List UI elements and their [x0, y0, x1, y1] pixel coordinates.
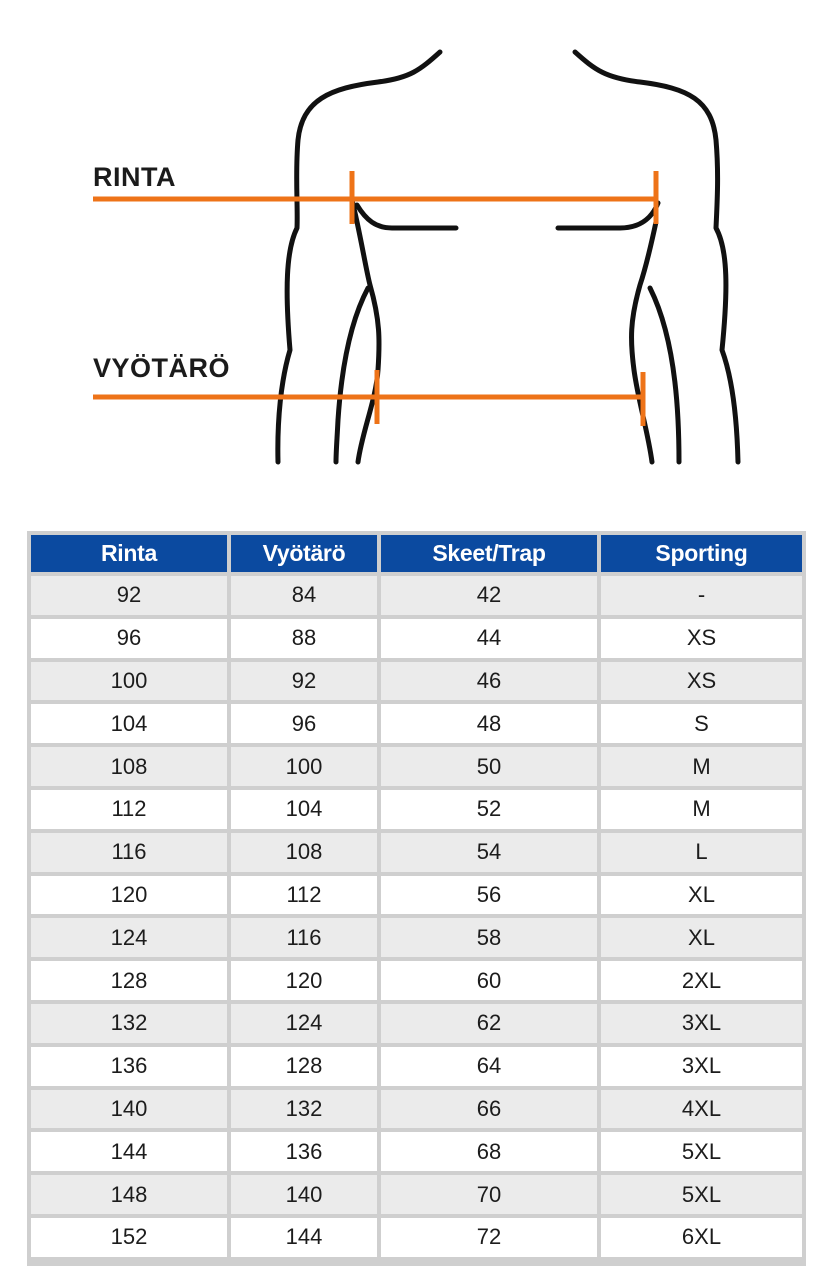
table-header-row	[31, 535, 802, 572]
cell-chest: 96	[31, 619, 227, 658]
left-arm-outline	[278, 52, 440, 462]
table-row	[31, 876, 802, 915]
cell-waist: 140	[231, 1175, 377, 1214]
cell-skeet-trap: 60	[381, 961, 597, 1000]
cell-waist: 88	[231, 619, 377, 658]
cell-waist: 108	[231, 833, 377, 872]
cell-waist: 92	[231, 662, 377, 701]
cell-skeet-trap: 50	[381, 747, 597, 786]
cell-waist: 116	[231, 918, 377, 957]
table-row	[31, 918, 802, 957]
cell-skeet-trap: 66	[381, 1090, 597, 1129]
header-chest: Rinta	[31, 535, 227, 572]
cell-skeet-trap: 64	[381, 1047, 597, 1086]
table-row	[31, 662, 802, 701]
table-row	[31, 1218, 802, 1257]
size-table	[27, 531, 806, 1261]
cell-waist: 112	[231, 876, 377, 915]
header-waist: Vyötärö	[231, 535, 377, 572]
cell-chest: 120	[31, 876, 227, 915]
cell-sporting: 3XL	[601, 1047, 802, 1086]
measurement-figure	[0, 0, 833, 500]
cell-chest: 104	[31, 704, 227, 743]
right-inner-arm-outline	[650, 288, 679, 462]
cell-chest: 116	[31, 833, 227, 872]
cell-waist: 120	[231, 961, 377, 1000]
size-table-container	[27, 531, 806, 1266]
cell-sporting: -	[601, 576, 802, 615]
cell-skeet-trap: 62	[381, 1004, 597, 1043]
cell-waist: 96	[231, 704, 377, 743]
waist-label: VYÖTÄRÖ	[93, 353, 231, 383]
cell-sporting: 5XL	[601, 1132, 802, 1171]
cell-sporting: S	[601, 704, 802, 743]
table-row	[31, 1132, 802, 1171]
cell-sporting: L	[601, 833, 802, 872]
cell-chest: 140	[31, 1090, 227, 1129]
right-chest-outline	[558, 203, 658, 228]
cell-chest: 128	[31, 961, 227, 1000]
header-sporting: Sporting	[601, 535, 802, 572]
table-row	[31, 1047, 802, 1086]
table-row	[31, 1175, 802, 1214]
cell-skeet-trap: 72	[381, 1218, 597, 1257]
cell-skeet-trap: 44	[381, 619, 597, 658]
table-row	[31, 1090, 802, 1129]
table-row	[31, 961, 802, 1000]
torso-diagram	[0, 0, 833, 500]
cell-sporting: XS	[601, 619, 802, 658]
cell-sporting: XS	[601, 662, 802, 701]
table-row	[31, 1004, 802, 1043]
cell-skeet-trap: 70	[381, 1175, 597, 1214]
cell-sporting: XL	[601, 876, 802, 915]
cell-chest: 152	[31, 1218, 227, 1257]
cell-waist: 84	[231, 576, 377, 615]
cell-waist: 136	[231, 1132, 377, 1171]
cell-waist: 104	[231, 790, 377, 829]
cell-sporting: XL	[601, 918, 802, 957]
table-body	[31, 576, 802, 1257]
table-row	[31, 790, 802, 829]
cell-chest: 144	[31, 1132, 227, 1171]
table-row	[31, 619, 802, 658]
cell-skeet-trap: 68	[381, 1132, 597, 1171]
cell-skeet-trap: 46	[381, 662, 597, 701]
cell-chest: 108	[31, 747, 227, 786]
cell-chest: 92	[31, 576, 227, 615]
cell-skeet-trap: 56	[381, 876, 597, 915]
cell-sporting: M	[601, 790, 802, 829]
cell-skeet-trap: 54	[381, 833, 597, 872]
cell-skeet-trap: 48	[381, 704, 597, 743]
cell-sporting: 6XL	[601, 1218, 802, 1257]
table-row	[31, 747, 802, 786]
cell-chest: 148	[31, 1175, 227, 1214]
cell-chest: 136	[31, 1047, 227, 1086]
chest-label: RINTA	[93, 162, 176, 192]
cell-chest: 124	[31, 918, 227, 957]
cell-chest: 100	[31, 662, 227, 701]
table-row	[31, 833, 802, 872]
cell-sporting: 2XL	[601, 961, 802, 1000]
cell-waist: 144	[231, 1218, 377, 1257]
cell-sporting: M	[601, 747, 802, 786]
cell-waist: 124	[231, 1004, 377, 1043]
cell-chest: 132	[31, 1004, 227, 1043]
left-chest-outline	[357, 205, 456, 228]
cell-skeet-trap: 42	[381, 576, 597, 615]
header-skeet-trap: Skeet/Trap	[381, 535, 597, 572]
cell-waist: 100	[231, 747, 377, 786]
right-arm-outline	[575, 52, 738, 462]
cell-sporting: 3XL	[601, 1004, 802, 1043]
torso-outline	[278, 52, 738, 462]
cell-waist: 128	[231, 1047, 377, 1086]
table-row	[31, 576, 802, 615]
cell-skeet-trap: 58	[381, 918, 597, 957]
cell-skeet-trap: 52	[381, 790, 597, 829]
cell-chest: 112	[31, 790, 227, 829]
table-row	[31, 704, 802, 743]
cell-sporting: 5XL	[601, 1175, 802, 1214]
cell-sporting: 4XL	[601, 1090, 802, 1129]
cell-waist: 132	[231, 1090, 377, 1129]
